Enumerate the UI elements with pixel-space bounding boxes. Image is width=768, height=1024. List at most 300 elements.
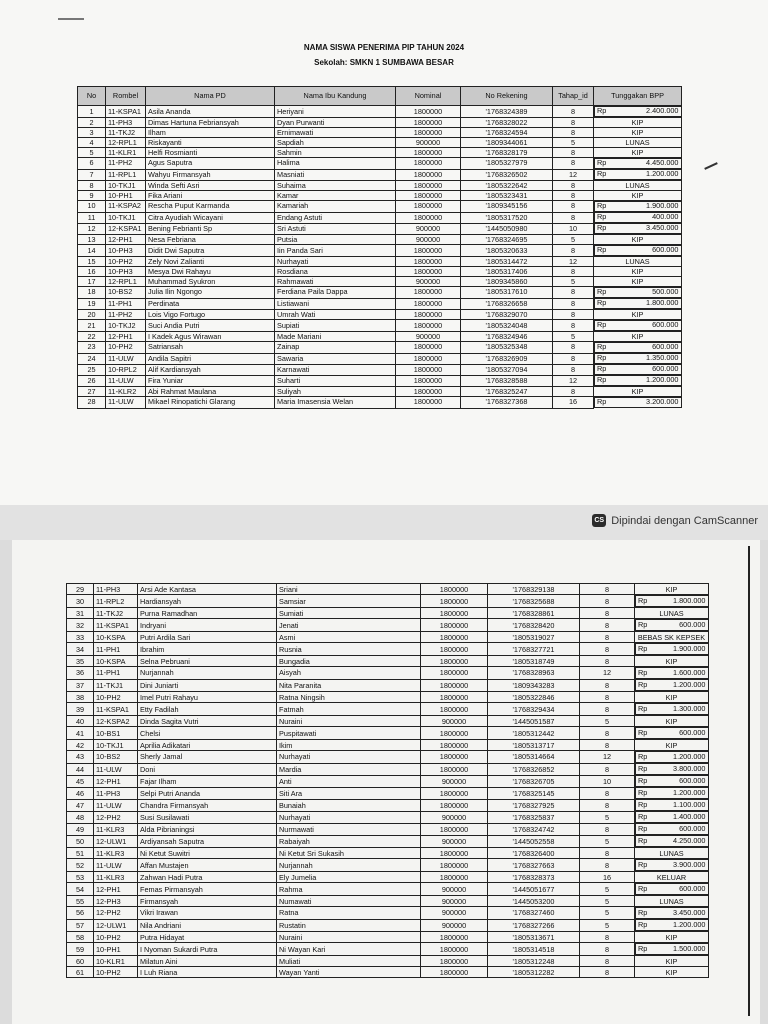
cell-no: 26	[78, 375, 106, 387]
cell-student-name: Julia Ilin Ngongo	[146, 287, 275, 299]
arrears-amount: 600.000	[679, 728, 706, 737]
cell-nominal: 1800000	[421, 619, 488, 632]
currency-label: Rp	[638, 812, 648, 821]
cell-rombel: 10-PH2	[94, 967, 138, 978]
cell-no: 21	[78, 320, 106, 332]
cell-no: 19	[78, 298, 106, 310]
cell-rombel: 11-PH3	[106, 118, 146, 128]
cell-nominal: 1800000	[421, 667, 488, 680]
table-row	[67, 667, 709, 680]
cell-student-name: Nesa Febriana	[146, 235, 275, 245]
table-row	[78, 320, 682, 332]
cell-student-name: Helfi Rosmianti	[146, 148, 275, 158]
cell-arrears	[635, 811, 709, 823]
cell-rombel: 10-TKJ1	[106, 212, 146, 223]
table-row	[78, 158, 682, 170]
cell-arrears: KIP	[635, 740, 709, 751]
cell-student-name: Doni	[138, 763, 277, 775]
cell-rombel: 11-KLR3	[94, 823, 138, 835]
table-row	[78, 287, 682, 299]
cell-student-name: Mikael Rinopatichi Glarang	[146, 397, 275, 409]
cell-student-name: Dinda Sagita Vutri	[138, 716, 277, 727]
cell-nominal: 1800000	[396, 118, 461, 128]
cell-no: 41	[67, 727, 94, 740]
arrears-amount: 4.250.000	[673, 836, 706, 845]
cell-nominal: 900000	[421, 896, 488, 907]
cell-rombel: 12-PH1	[106, 235, 146, 245]
cell-tahap: 5	[553, 138, 594, 148]
arrears-amount: 3.200.000	[646, 397, 679, 406]
cell-mother-name: Ratna	[277, 907, 421, 920]
cell-arrears	[635, 799, 709, 811]
cell-nominal: 1800000	[396, 257, 461, 267]
cell-tahap: 5	[580, 907, 635, 920]
cell-mother-name: Zainap	[275, 342, 396, 354]
cell-account-number: '1805327094	[461, 364, 553, 375]
cell-nominal: 1800000	[421, 823, 488, 835]
cell-nominal: 1800000	[396, 310, 461, 320]
cell-tahap: 8	[553, 118, 594, 128]
cell-nominal: 900000	[421, 716, 488, 727]
cell-no: 23	[78, 342, 106, 354]
cell-account-number: '1805319027	[488, 632, 580, 643]
arrears-amount: 600.000	[652, 342, 679, 351]
cell-student-name: Agus Saputra	[146, 158, 275, 170]
cell-rombel: 11-PH1	[94, 643, 138, 656]
cell-mother-name: Maria Imasensia Welan	[275, 397, 396, 409]
cell-account-number: '1768325837	[488, 811, 580, 823]
cell-no: 36	[67, 667, 94, 680]
cell-arrears: KIP	[635, 932, 709, 943]
table-row	[67, 811, 709, 823]
cell-rombel: 10-KLR1	[94, 956, 138, 967]
cell-nominal: 1800000	[396, 201, 461, 213]
cell-account-number: '1768327368	[461, 397, 553, 409]
cell-arrears	[594, 287, 682, 298]
currency-label: Rp	[638, 920, 648, 929]
cell-student-name: Susi Susilawati	[138, 811, 277, 823]
table-row	[78, 191, 682, 201]
cell-mother-name: Nurhayati	[275, 257, 396, 267]
cell-arrears	[635, 907, 709, 919]
cell-account-number: '1805318749	[488, 656, 580, 667]
cell-account-number: '1768325247	[461, 387, 553, 397]
table-row	[67, 643, 709, 656]
table-row	[67, 787, 709, 799]
cell-rombel: 12-PH1	[94, 775, 138, 787]
cell-rombel: 11-ULW	[106, 375, 146, 387]
cell-student-name: Citra Ayudiah Wicayani	[146, 212, 275, 223]
cell-arrears: KIP	[635, 967, 709, 978]
cell-no: 17	[78, 277, 106, 287]
column-header: No Rekening	[461, 87, 553, 106]
cell-arrears	[594, 298, 682, 309]
cell-rombel: 12-ULW1	[94, 919, 138, 932]
cell-nominal: 1800000	[421, 967, 488, 978]
cell-mother-name: Sumiati	[277, 608, 421, 619]
cell-student-name: Mesya Dwi Rahayu	[146, 267, 275, 277]
cell-no: 57	[67, 919, 94, 932]
cell-account-number: '1768324695	[461, 235, 553, 245]
currency-label: Rp	[597, 245, 607, 254]
cell-tahap: 8	[580, 956, 635, 967]
cell-no: 4	[78, 138, 106, 148]
arrears-amount: 600.000	[652, 364, 679, 373]
cell-account-number: '1445051587	[488, 716, 580, 727]
table-row	[78, 128, 682, 138]
cell-nominal: 1800000	[396, 364, 461, 375]
cell-student-name: Lois Vigo Fortugo	[146, 310, 275, 320]
cell-nominal: 1800000	[421, 740, 488, 751]
cell-no: 39	[67, 703, 94, 716]
arrears-amount: 1.200.000	[673, 752, 706, 761]
arrears-amount: 400.000	[652, 212, 679, 221]
cell-mother-name: Kamar	[275, 191, 396, 201]
cell-rombel: 10-KSPA	[94, 656, 138, 667]
cell-nominal: 1800000	[396, 342, 461, 354]
cell-mother-name: Rahmawati	[275, 277, 396, 287]
cell-rombel: 10-BS1	[94, 727, 138, 740]
cell-arrears: KELUAR	[635, 872, 709, 883]
cell-tahap: 8	[553, 287, 594, 299]
cell-mother-name: Nurjannah	[277, 859, 421, 872]
cell-account-number: '1768326400	[488, 848, 580, 859]
cell-mother-name: Heriyani	[275, 106, 396, 118]
cell-no: 60	[67, 956, 94, 967]
cell-nominal: 1800000	[396, 158, 461, 170]
arrears-amount: 2.400.000	[646, 106, 679, 115]
cell-tahap: 8	[580, 608, 635, 619]
cell-nominal: 1800000	[396, 245, 461, 257]
camscanner-icon: CS	[592, 514, 606, 527]
cell-arrears	[594, 320, 682, 331]
cell-nominal: 1800000	[396, 212, 461, 223]
arrears-amount: 4.450.000	[646, 158, 679, 167]
cell-tahap: 8	[580, 656, 635, 667]
cell-arrears	[635, 919, 709, 931]
cell-student-name: Chandra Firmansyah	[138, 799, 277, 811]
cell-nominal: 1800000	[396, 353, 461, 364]
table-row	[67, 883, 709, 896]
table-row	[67, 932, 709, 943]
cell-student-name: Abi Rahmat Maulana	[146, 387, 275, 397]
cell-student-name: Fajar Ilham	[138, 775, 277, 787]
currency-label: Rp	[597, 212, 607, 221]
currency-label: Rp	[597, 158, 607, 167]
table-row	[67, 608, 709, 619]
cell-student-name: Perdinata	[146, 298, 275, 310]
currency-label: Rp	[597, 364, 607, 373]
arrears-amount: 1.350.000	[646, 353, 679, 362]
cell-nominal: 1800000	[421, 584, 488, 595]
cell-account-number: '1805323431	[461, 191, 553, 201]
cell-account-number: '1768328963	[488, 667, 580, 680]
cell-rombel: 11-PH1	[94, 667, 138, 680]
cell-account-number: '1805317520	[461, 212, 553, 223]
arrears-amount: 1.100.000	[673, 800, 706, 809]
cell-account-number: '1805317610	[461, 287, 553, 299]
currency-label: Rp	[638, 824, 648, 833]
cell-arrears: KIP	[594, 332, 682, 342]
cell-account-number: '1805313671	[488, 932, 580, 943]
table-row	[78, 169, 682, 181]
cell-tahap: 8	[553, 148, 594, 158]
cell-mother-name: Listiawani	[275, 298, 396, 310]
cell-tahap: 12	[553, 257, 594, 267]
table-row	[67, 919, 709, 932]
cell-no: 51	[67, 848, 94, 859]
table-row	[67, 763, 709, 775]
cell-tahap: 16	[553, 397, 594, 409]
table-row	[67, 859, 709, 872]
cell-student-name: Milatun Aini	[138, 956, 277, 967]
cell-student-name: Zely Novi Zalianti	[146, 257, 275, 267]
cell-tahap: 8	[580, 584, 635, 595]
table-row	[67, 956, 709, 967]
cell-student-name: Asila Ananda	[146, 106, 275, 118]
cell-tahap: 8	[580, 943, 635, 956]
cell-rombel: 11-KLR3	[94, 848, 138, 859]
cell-account-number: '1805320633	[461, 245, 553, 257]
cell-student-name: Arsi Ade Kantasa	[138, 584, 277, 595]
table-row	[78, 342, 682, 354]
cell-no: 30	[67, 595, 94, 608]
currency-label: Rp	[638, 860, 648, 869]
cell-student-name: Dimas Hartuna Febriansyah	[146, 118, 275, 128]
cell-student-name: Wahyu Firmansyah	[146, 169, 275, 181]
cell-rombel: 11-TKJ1	[94, 679, 138, 692]
cell-no: 55	[67, 896, 94, 907]
cell-nominal: 1800000	[396, 148, 461, 158]
cell-mother-name: Sriani	[277, 584, 421, 595]
cell-arrears	[635, 727, 709, 739]
cell-nominal: 1800000	[421, 859, 488, 872]
cell-account-number: '1445052558	[488, 835, 580, 848]
currency-label: Rp	[597, 397, 607, 406]
cell-tahap: 12	[580, 667, 635, 680]
arrears-amount: 1.300.000	[673, 704, 706, 713]
cell-tahap: 12	[553, 169, 594, 181]
cell-no: 47	[67, 799, 94, 811]
table-row	[67, 692, 709, 703]
cell-tahap: 16	[580, 872, 635, 883]
cell-arrears: KIP	[594, 387, 682, 397]
cell-nominal: 1800000	[421, 679, 488, 692]
column-header: Tunggakan BPP	[594, 87, 682, 106]
cell-student-name: Didit Dwi Saputra	[146, 245, 275, 257]
cell-nominal: 1800000	[421, 848, 488, 859]
cell-rombel: 11-ULW	[106, 353, 146, 364]
cell-tahap: 8	[580, 595, 635, 608]
cell-tahap: 8	[553, 181, 594, 191]
table-row	[67, 595, 709, 608]
cell-no: 37	[67, 679, 94, 692]
cell-mother-name: Made Mariani	[275, 332, 396, 342]
currency-label: Rp	[638, 944, 648, 953]
cell-no: 22	[78, 332, 106, 342]
currency-label: Rp	[638, 908, 648, 917]
cell-mother-name: Ferdiana Paila Dappa	[275, 287, 396, 299]
cell-tahap: 8	[553, 310, 594, 320]
cell-mother-name: Mardia	[277, 763, 421, 775]
cell-rombel: 12-ULW1	[94, 835, 138, 848]
cell-arrears	[594, 397, 682, 408]
cell-tahap: 8	[580, 619, 635, 632]
cell-arrears: KIP	[594, 267, 682, 277]
cell-student-name: Muhammad Syukron	[146, 277, 275, 287]
arrears-amount: 1.400.000	[673, 812, 706, 821]
cell-no: 46	[67, 787, 94, 799]
cell-rombel: 10-TKJ2	[106, 320, 146, 332]
cell-account-number: '1768329138	[488, 584, 580, 595]
cell-mother-name: Samsiar	[277, 595, 421, 608]
cell-mother-name: Sawaria	[275, 353, 396, 364]
cell-rombel: 10-PH3	[106, 267, 146, 277]
cell-rombel: 10-PH3	[106, 245, 146, 257]
cell-tahap: 8	[553, 298, 594, 310]
cell-rombel: 11-PH3	[94, 787, 138, 799]
table-row	[67, 740, 709, 751]
document-title: NAMA SISWA PENERIMA PIP TAHUN 2024	[303, 43, 465, 52]
cell-rombel: 10-BS2	[94, 751, 138, 764]
table-row	[67, 619, 709, 632]
cell-account-number: '1805327979	[461, 158, 553, 170]
table-row	[67, 848, 709, 859]
cell-tahap: 5	[580, 811, 635, 823]
cell-arrears: KIP	[594, 191, 682, 201]
cell-mother-name: Ikim	[277, 740, 421, 751]
cell-student-name: Hardiansyah	[138, 595, 277, 608]
table-row	[67, 967, 709, 978]
cell-tahap: 8	[580, 703, 635, 716]
cell-mother-name: Dyan Purwanti	[275, 118, 396, 128]
cell-rombel: 12-PH2	[94, 907, 138, 920]
table-row	[78, 235, 682, 245]
cell-nominal: 900000	[421, 835, 488, 848]
cell-arrears	[594, 169, 682, 180]
arrears-amount: 600.000	[652, 245, 679, 254]
cell-tahap: 8	[580, 848, 635, 859]
cell-nominal: 900000	[396, 277, 461, 287]
students-table-page-1	[77, 86, 682, 409]
table-row	[78, 148, 682, 158]
cell-nominal: 1800000	[421, 787, 488, 799]
arrears-amount: 3.900.000	[673, 860, 706, 869]
arrears-amount: 1.200.000	[673, 920, 706, 929]
cell-account-number: '1805322846	[488, 692, 580, 703]
cell-tahap: 8	[580, 967, 635, 978]
cell-rombel: 11-ULW	[94, 859, 138, 872]
cell-account-number: '1805325348	[461, 342, 553, 354]
cell-no: 42	[67, 740, 94, 751]
cell-mother-name: Halima	[275, 158, 396, 170]
cell-arrears: LUNAS	[635, 848, 709, 859]
table-row	[67, 727, 709, 740]
cell-rombel: 12-PH2	[94, 811, 138, 823]
school-name: Sekolah: SMKN 1 SUMBAWA BESAR	[314, 58, 454, 67]
table-row	[78, 201, 682, 213]
arrears-amount: 600.000	[679, 884, 706, 893]
cell-no: 44	[67, 763, 94, 775]
cell-arrears: LUNAS	[594, 181, 682, 191]
table-row	[78, 277, 682, 287]
cell-mother-name: Masniati	[275, 169, 396, 181]
cell-rombel: 10-RPL2	[106, 364, 146, 375]
cell-tahap: 8	[580, 632, 635, 643]
cell-tahap: 8	[580, 679, 635, 692]
cell-rombel: 11-ULW	[94, 799, 138, 811]
cell-no: 8	[78, 181, 106, 191]
cell-account-number: '1768327266	[488, 919, 580, 932]
cell-nominal: 1800000	[421, 799, 488, 811]
arrears-amount: 1.200.000	[646, 169, 679, 178]
cell-arrears	[594, 106, 682, 117]
cell-account-number: '1805312442	[488, 727, 580, 740]
cell-no: 3	[78, 128, 106, 138]
cell-no: 20	[78, 310, 106, 320]
cell-student-name: Alda Pibrianingsi	[138, 823, 277, 835]
cell-account-number: '1805317406	[461, 267, 553, 277]
table-row	[67, 656, 709, 667]
cell-no: 11	[78, 212, 106, 223]
cell-tahap: 8	[553, 320, 594, 332]
cell-nominal: 900000	[396, 223, 461, 235]
cell-tahap: 8	[553, 212, 594, 223]
cell-account-number: '1809345860	[461, 277, 553, 287]
cell-no: 15	[78, 257, 106, 267]
cell-rombel: 11-RPL2	[94, 595, 138, 608]
cell-no: 14	[78, 245, 106, 257]
arrears-amount: 600.000	[679, 776, 706, 785]
cell-tahap: 8	[553, 245, 594, 257]
currency-label: Rp	[597, 169, 607, 178]
currency-label: Rp	[638, 764, 648, 773]
cell-tahap: 8	[580, 643, 635, 656]
cell-mother-name: Suharti	[275, 375, 396, 387]
cell-arrears: LUNAS	[594, 257, 682, 267]
column-header: Rombel	[106, 87, 146, 106]
cell-no: 25	[78, 364, 106, 375]
cell-no: 35	[67, 656, 94, 667]
cell-student-name: Fika Ariani	[146, 191, 275, 201]
cell-rombel: 11-ULW	[106, 397, 146, 409]
cell-rombel: 11-KLR3	[94, 872, 138, 883]
table-row	[78, 387, 682, 397]
cell-no: 5	[78, 148, 106, 158]
cell-no: 45	[67, 775, 94, 787]
table-body	[67, 584, 709, 978]
cell-rombel: 11-KSPA1	[94, 619, 138, 632]
cell-no: 10	[78, 201, 106, 213]
table-row	[67, 751, 709, 764]
cell-tahap: 10	[580, 775, 635, 787]
cell-arrears	[594, 212, 682, 223]
arrears-amount: 1.200.000	[646, 375, 679, 384]
table-row	[67, 835, 709, 848]
cell-tahap: 8	[553, 158, 594, 170]
cell-account-number: '1768326658	[461, 298, 553, 310]
cell-nominal: 1800000	[396, 298, 461, 310]
cell-no: 24	[78, 353, 106, 364]
cell-rombel: 11-PH2	[106, 158, 146, 170]
cell-no: 6	[78, 158, 106, 170]
cell-no: 48	[67, 811, 94, 823]
cell-mother-name: Rustatin	[277, 919, 421, 932]
currency-label: Rp	[638, 752, 648, 761]
cell-arrears	[635, 751, 709, 763]
cell-account-number: '1805314472	[461, 257, 553, 267]
cell-mother-name: Aisyah	[277, 667, 421, 680]
